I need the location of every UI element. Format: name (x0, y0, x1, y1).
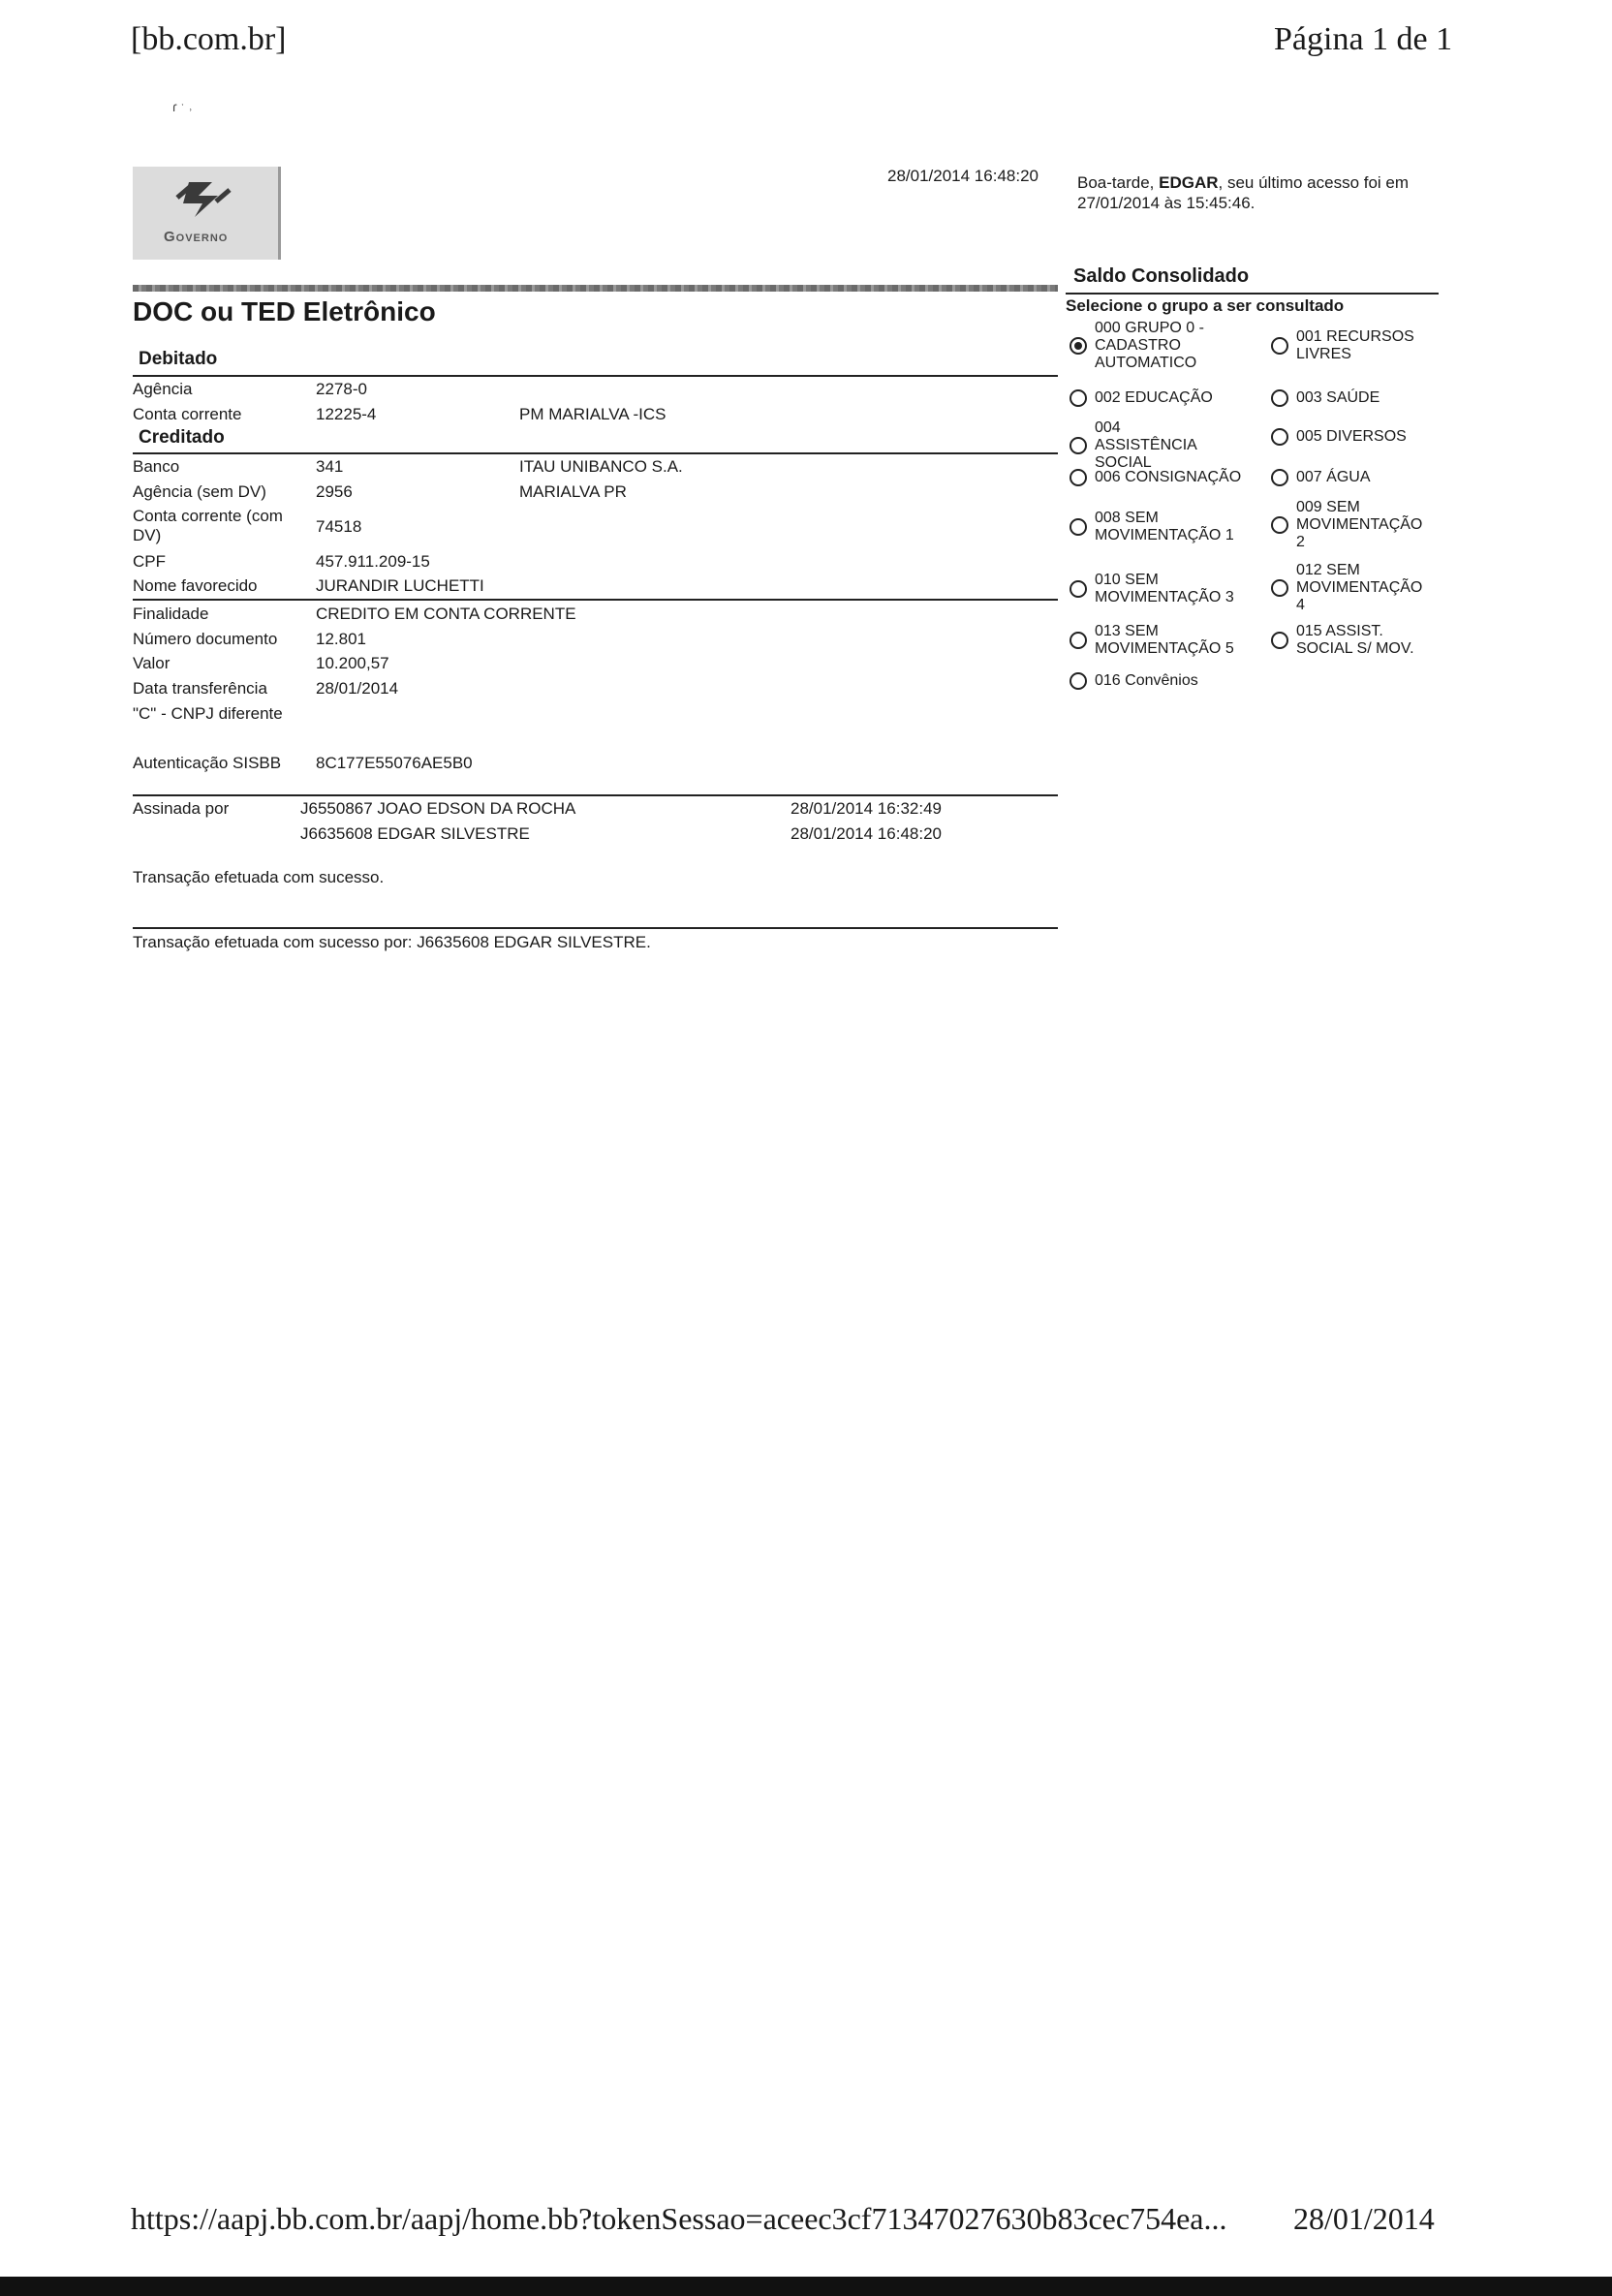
scan-bottom-edge (0, 2277, 1612, 2296)
radio-option-010[interactable] (1070, 572, 1273, 606)
radio-option-015[interactable] (1271, 623, 1445, 658)
value-conta-corrente: 12225-4 (316, 405, 377, 423)
greeting-user: EDGAR (1159, 173, 1219, 192)
radio-option-006[interactable] (1070, 469, 1241, 486)
label-nome-favorecido: Nome favorecido (133, 576, 258, 595)
radio-option-008[interactable] (1070, 510, 1273, 544)
radio-option-000[interactable] (1070, 320, 1263, 372)
radio-label: 013 SEM MOVIMENTAÇÃO 5 (1095, 623, 1234, 657)
radio-label: 012 SEM MOVIMENTAÇÃO 4 (1296, 562, 1423, 613)
page-title: DOC ou TED Eletrônico (133, 296, 436, 326)
cnpj-note: "C" - CNPJ diferente (133, 704, 283, 723)
radio-icon[interactable] (1271, 337, 1288, 355)
radio-label: 007 ÁGUA (1296, 469, 1371, 485)
radio-icon[interactable] (1070, 580, 1087, 598)
value-valor: 10.200,57 (316, 654, 389, 672)
value-banco: 341 (316, 457, 344, 476)
radio-selected-icon[interactable] (1070, 337, 1087, 355)
value-cpf: 457.911.209-15 (316, 552, 430, 571)
radio-icon[interactable] (1271, 579, 1288, 597)
label-conta-corrente: Conta corrente (133, 405, 242, 423)
radio-icon[interactable] (1271, 389, 1288, 407)
radio-option-012[interactable] (1271, 562, 1445, 614)
radio-option-013[interactable] (1070, 623, 1273, 658)
scan-marks: ɾ ˑ ˒ (172, 99, 193, 114)
debitado-heading: Debitado (139, 349, 218, 369)
final-rule (133, 927, 1058, 929)
label-agencia-sem-dv: Agência (sem DV) (133, 482, 266, 501)
radio-icon[interactable] (1271, 428, 1288, 446)
label-conta-corrente-dv: Conta corrente (com DV) (133, 507, 283, 544)
label-assinada-por: Assinada por (133, 799, 230, 818)
radio-option-007[interactable] (1271, 469, 1370, 486)
creditado-rule (133, 452, 1058, 454)
radio-option-004[interactable] (1070, 419, 1263, 472)
value-nome-favorecido: JURANDIR LUCHETTI (316, 576, 484, 595)
label-cpf: CPF (133, 552, 166, 571)
signer-datetime: 28/01/2014 16:32:49 (790, 799, 942, 818)
banco-do-brasil-logo-icon (170, 176, 237, 223)
radio-icon[interactable] (1271, 632, 1288, 649)
debitado-rule (133, 375, 1058, 377)
saldo-rule (1066, 293, 1439, 295)
value-finalidade: CREDITO EM CONTA CORRENTE (316, 605, 576, 623)
value-data-transferencia: 28/01/2014 (316, 679, 399, 698)
print-header-page: Página 1 de 1 (1274, 21, 1453, 57)
value-cidade: MARIALVA PR (519, 482, 627, 501)
radio-option-002[interactable] (1070, 389, 1213, 407)
details-rule (133, 599, 1058, 601)
radio-option-016[interactable] (1070, 672, 1198, 690)
radio-label: 004 ASSISTÊNCIA SOCIAL (1095, 419, 1196, 471)
radio-icon[interactable] (1070, 518, 1087, 536)
logo-text: Governo (164, 229, 229, 245)
radio-label: 015 ASSIST. SOCIAL S/ MOV. (1296, 623, 1414, 657)
governo-logo[interactable] (133, 167, 281, 260)
radio-option-009[interactable] (1271, 499, 1445, 551)
radio-label: 009 SEM MOVIMENTAÇÃO 2 (1296, 499, 1423, 550)
status-message: Transação efetuada com sucesso. (133, 868, 385, 886)
assinada-rule (133, 794, 1058, 796)
signer-name: J6635608 EDGAR SILVESTRE (300, 824, 530, 843)
radio-label: 010 SEM MOVIMENTAÇÃO 3 (1095, 572, 1234, 605)
radio-label: 006 CONSIGNAÇÃO (1095, 469, 1242, 485)
label-banco: Banco (133, 457, 180, 476)
radio-option-005[interactable] (1271, 428, 1407, 446)
title-divider (133, 285, 1058, 292)
signer-name: J6550867 JOAO EDSON DA ROCHA (300, 799, 576, 818)
greeting (1077, 172, 1445, 213)
final-message: Transação efetuada com sucesso por: J6635608 EDGAR SILVESTRE. (133, 933, 651, 951)
radio-icon[interactable] (1070, 389, 1087, 407)
radio-label: 003 SAÚDE (1296, 389, 1380, 406)
value-agencia-sem-dv: 2956 (316, 482, 353, 501)
signer-datetime: 28/01/2014 16:48:20 (790, 824, 942, 843)
label-data-transferencia: Data transferência (133, 679, 267, 698)
value-numero-documento: 12.801 (316, 630, 366, 648)
greeting-prefix: Boa-tarde, (1077, 173, 1160, 192)
radio-label: 005 DIVERSOS (1296, 428, 1407, 445)
value-agencia: 2278-0 (316, 380, 367, 398)
value-titular: PM MARIALVA -ICS (519, 405, 666, 423)
radio-icon[interactable] (1070, 672, 1087, 690)
radio-label: 016 Convênios (1095, 672, 1198, 689)
label-valor: Valor (133, 654, 170, 672)
value-conta-corrente-dv: 74518 (316, 517, 362, 536)
saldo-subtitle: Selecione o grupo a ser consultado (1066, 296, 1345, 315)
saldo-title: Saldo Consolidado (1073, 265, 1250, 287)
greeting-suffix: , seu último acesso foi em 27/01/2014 às 15:45:46. (1077, 173, 1410, 212)
radio-option-003[interactable] (1271, 389, 1380, 407)
radio-icon[interactable] (1070, 632, 1087, 649)
print-footer-date: 28/01/2014 (1293, 2201, 1435, 2236)
print-header-site: [bb.com.br] (131, 21, 287, 57)
label-numero-documento: Número documento (133, 630, 278, 648)
value-banco-nome: ITAU UNIBANCO S.A. (519, 457, 683, 476)
radio-icon[interactable] (1271, 516, 1288, 534)
label-finalidade: Finalidade (133, 605, 209, 623)
radio-label: 008 SEM MOVIMENTAÇÃO 1 (1095, 510, 1234, 543)
radio-icon[interactable] (1070, 469, 1087, 486)
label-autenticacao: Autenticação SISBB (133, 754, 282, 772)
creditado-heading: Creditado (139, 427, 225, 448)
radio-icon[interactable] (1070, 437, 1087, 454)
radio-label: 001 RECURSOS LIVRES (1296, 328, 1414, 362)
print-footer-url: https://aapj.bb.com.br/aapj/home.bb?tokenSessao=aceec3cf71347027630b83cec754ea... (131, 2201, 1227, 2236)
label-agencia: Agência (133, 380, 193, 398)
radio-label: 000 GRUPO 0 - CADASTRO AUTOMATICO (1095, 320, 1204, 371)
radio-label: 002 EDUCAÇÃO (1095, 389, 1213, 406)
value-autenticacao: 8C177E55076AE5B0 (316, 754, 473, 772)
radio-option-001[interactable] (1271, 328, 1445, 363)
radio-icon[interactable] (1271, 469, 1288, 486)
session-datetime: 28/01/2014 16:48:20 (887, 167, 1038, 185)
